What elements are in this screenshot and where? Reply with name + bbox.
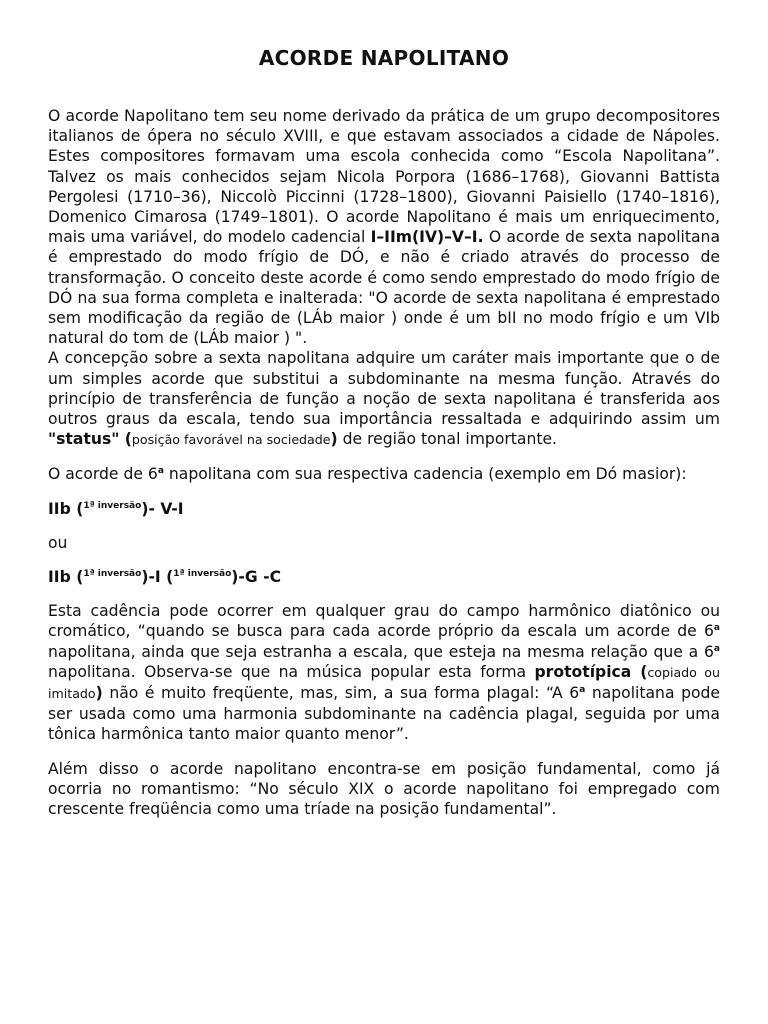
paragraph-cadence <box>48 601 720 744</box>
formula-part: )-G -C <box>231 568 282 587</box>
superscript: a <box>157 466 164 477</box>
paragraph-concept <box>48 348 720 450</box>
prototypical-note: copiado ou imitado <box>48 664 720 702</box>
cadence-formula-2 <box>48 567 720 587</box>
example-intro-text: O acorde de 6 <box>48 465 158 484</box>
status-term: "status" ( <box>48 430 132 449</box>
formula-part: IIb ( <box>48 499 84 518</box>
paragraph-origin-text-cont: O acorde de sexta napolitana é emprestado do modo frígio de DÓ, e não é criado através do processo de transformação. O conceito deste acorde é como sendo emprestado do modo frígio de DÓ na sua forma completa e inalterada: "O acorde de sexta napolitana é emprestado sem modificação da região de (LÁb maior ) onde é um bII no modo frígio e um VIb natural do tom de (LÁb maior ) ". <box>48 228 721 348</box>
paragraph-example-intro <box>48 464 720 484</box>
paragraph-cadence-text: napolitana pode ser usada como uma harmonia subdominante na cadência plagal, seguida por uma tônica harmônica tanto maior quanto menor”. <box>48 684 720 744</box>
paragraph-romanticism: Além disso o acorde napolitano encontra-se em posição fundamental, como já ocorria no romantismo: “No século XIX o acorde napolitano foi empregado com crescente freqüência como uma tríade na posição fundamental”. <box>48 759 720 819</box>
prototypical-close: ) <box>95 684 103 703</box>
paragraph-cadence-text: napolitana, ainda que seja estranha a escala, que esteja na mesma relação que a 6 <box>48 642 714 661</box>
page-title: ACORDE NAPOLITANO <box>258 46 510 70</box>
superscript: 1ª inversão <box>83 569 142 580</box>
formula-part: )- V-I <box>141 499 184 518</box>
paragraph-cadence-text: Esta cadência pode ocorrer em qualquer grau do campo harmônico diatônico ou cromático, “quando se busca para cada acorde próprio da escala um acorde de 6 <box>48 602 720 641</box>
or-separator: ou <box>48 533 68 552</box>
status-close: ) <box>330 430 338 449</box>
prototypical-term: prototípica ( <box>534 662 648 681</box>
paragraph-cadence-text: não é muito freqüente, mas, sim, a sua forma plagal: “A 6 <box>102 684 580 703</box>
formula-part: IIb ( <box>48 568 84 587</box>
cadence-formula-1 <box>48 499 720 519</box>
superscript: a <box>579 685 586 696</box>
paragraph-cadence-text: napolitana. Observa-se que na música popular esta forma <box>48 662 535 681</box>
superscript: a <box>713 643 720 654</box>
paragraph-concept-text-cont: de região tonal importante. <box>337 430 557 449</box>
example-intro-text-cont: napolitana com sua respectiva cadencia (exemplo em Dó masior): <box>163 465 687 484</box>
superscript: a <box>713 623 720 634</box>
formula-part: )-I ( <box>141 568 174 587</box>
paragraph-concept-text: A concepção sobre a sexta napolitana adquire um caráter mais importante que o de um simples acorde que substitui a subdominante na mesma função. Através do princípio de transferência de função a noção de sexta napolitana é transferida aos outros graus da escala, tendo sua importância ressaltada e adquirindo assim um <box>48 349 720 429</box>
superscript: 1ª inversão <box>173 569 232 580</box>
paragraph-origin-text: O acorde Napolitano tem seu nome derivado da prática de um grupo decompositores italianos de ópera no século XVIII, e que estavam associados a cidade de Nápoles. Estes compositores formavam uma escola conhecida como “Escola Napolitana”. Talvez os mais conhecidos sejam Nicola Porpora (1686–1768), Giovanni Battista Pergolesi (1710–36), Niccolò Piccinni (1728–1800), Giovanni Paisiello (1740–1816), Domenico Cimarosa (1749–1801). O acorde Napolitano é mais um enriquecimento, mais uma variável, do modelo cadencial <box>48 107 720 247</box>
status-note: posição favorável na sociedade <box>131 432 331 448</box>
superscript: 1ª inversão <box>83 500 142 511</box>
cadence-model: I–IIm(IV)–V–I. <box>370 228 484 247</box>
paragraph-origin <box>48 106 720 348</box>
